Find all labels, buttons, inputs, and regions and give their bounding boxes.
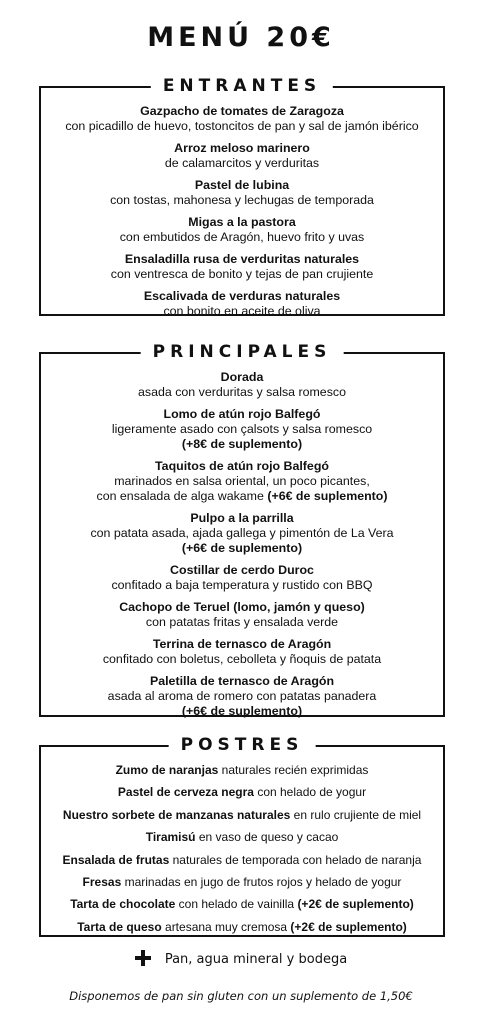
dessert-item (41, 916, 443, 938)
supplement-label: (+6€ de suplemento) (181, 704, 303, 718)
dessert-name: Fresas (82, 875, 122, 890)
menu-item (41, 178, 443, 208)
dessert-name: Ensalada de frutas (62, 852, 170, 867)
dessert-name: Tiramisú (145, 830, 196, 845)
section-entrantes (39, 76, 445, 318)
dessert-item (41, 893, 443, 915)
dish-description: con picadillo de huevo, tostoncitos de pan y sal de jamón ibérico (65, 119, 419, 133)
menu-item (41, 370, 443, 400)
dish-name: Taquitos de atún rojo Balfegó (155, 459, 329, 473)
dessert-item (41, 804, 443, 826)
dish-description: ligeramente asado con çalsots y salsa romesco (111, 422, 373, 436)
dish-description: de calamarcitos y verduritas (164, 156, 320, 170)
menu-item (41, 407, 443, 452)
dish-description: confitado a baja temperatura y rustido con BBQ (111, 578, 373, 592)
menu-item (41, 511, 443, 556)
dish-name: Paletilla de ternasco de Aragón (149, 674, 335, 688)
section-principales (39, 342, 445, 718)
dish-description: con ventresca de bonito y tejas de pan crujiente (110, 267, 374, 281)
dish-name: Dorada (220, 370, 264, 384)
dish-description: con tostas, mahonesa y lechugas de temporada (110, 193, 374, 207)
dish-name: Ensaladilla rusa de verduritas naturales (124, 252, 360, 266)
dessert-name: Pastel de cerveza negra (117, 785, 254, 800)
menu-item (41, 600, 443, 630)
principales-list (41, 354, 443, 719)
menu-item (41, 252, 443, 282)
dessert-description: artesana muy cremosa (165, 919, 288, 934)
menu-item (41, 459, 443, 504)
dish-name: Pulpo a la parrilla (190, 511, 294, 525)
dish-name: Pastel de lubina (194, 178, 290, 192)
dish-description: asada con verduritas y salsa romesco (138, 385, 346, 399)
extras-text: Pan, agua mineral y bodega (164, 952, 348, 967)
supplement-label: (+2€ de suplemento) (290, 919, 407, 934)
dish-description: con patatas fritas y ensalada verde (145, 615, 339, 629)
menu-item (41, 637, 443, 667)
dessert-name: Tarta de chocolate (70, 897, 176, 912)
section-postres (39, 735, 445, 937)
menu-title: MENÚ 20€ (147, 22, 335, 53)
dessert-item (41, 871, 443, 893)
menu-item (41, 104, 443, 134)
gluten-free-note: Disponemos de pan sin gluten con un suplemento de 1,50€ (69, 989, 413, 1003)
dish-name: Migas a la pastora (188, 215, 296, 229)
section-heading-entrantes: ENTRANTES (151, 76, 333, 96)
dessert-item (41, 759, 443, 781)
menu-item (41, 141, 443, 171)
dessert-description: con helado de yogur (257, 785, 367, 800)
supplement-label: (+8€ de suplemento) (181, 437, 303, 451)
dish-description: marinados en salsa oriental, un poco picantes, (114, 474, 370, 488)
dessert-description: en rulo crujiente de miel (293, 807, 422, 822)
entrantes-list (41, 88, 443, 319)
dish-name: Arroz meloso marinero (174, 141, 310, 155)
dessert-name: Nuestro sorbete de manzanas naturales (62, 807, 291, 822)
dish-name: Escalivada de verduras naturales (143, 289, 341, 303)
plus-icon (135, 950, 151, 966)
dish-description: asada al aroma de romero con patatas panadera (107, 689, 377, 703)
dish-name: Terrina de ternasco de Aragón (152, 637, 332, 651)
section-heading-principales: PRINCIPALES (141, 342, 344, 362)
menu-item (41, 289, 443, 319)
supplement-label: (+6€ de suplemento) (267, 489, 388, 503)
dish-description: con bonito en aceite de oliva (163, 304, 321, 318)
dessert-name: Zumo de naranjas (115, 763, 219, 777)
dish-description-cont: con ensalada de alga wakame (96, 489, 264, 503)
dish-name: Costillar de cerdo Duroc (170, 563, 314, 577)
dessert-description: con helado de vainilla (178, 897, 295, 912)
menu-item (41, 674, 443, 719)
dish-description-line (41, 489, 443, 504)
dish-name: Cachopo de Teruel (lomo, jamón y queso) (119, 600, 365, 614)
menu-item (41, 563, 443, 593)
dessert-item (41, 826, 443, 848)
dessert-description: marinadas en jugo de frutos rojos y helado de yogur (124, 875, 402, 890)
dish-description: con embutidos de Aragón, huevo frito y uvas (119, 230, 365, 244)
dish-name: Gazpacho de tomates de Zaragoza (140, 104, 344, 118)
menu-item (41, 215, 443, 245)
extras-line (0, 950, 482, 967)
dessert-name: Tarta de queso (77, 919, 162, 934)
dessert-item (41, 849, 443, 871)
section-heading-postres: POSTRES (169, 735, 316, 755)
supplement-label: (+6€ de suplemento) (181, 541, 303, 555)
dish-description: confitado con boletus, cebolleta y ñoquis de patata (102, 652, 382, 666)
dessert-item (41, 781, 443, 803)
dessert-description: naturales recién exprimidas (221, 763, 369, 777)
dessert-description: en vaso de queso y cacao (198, 830, 339, 845)
postres-list (41, 747, 443, 938)
dessert-description: naturales de temporada con helado de naranja (172, 852, 422, 867)
supplement-label: (+2€ de suplemento) (297, 897, 414, 912)
dish-name: Lomo de atún rojo Balfegó (163, 407, 321, 421)
dish-description: con patata asada, ajada gallega y pimentón de La Vera (90, 526, 394, 540)
